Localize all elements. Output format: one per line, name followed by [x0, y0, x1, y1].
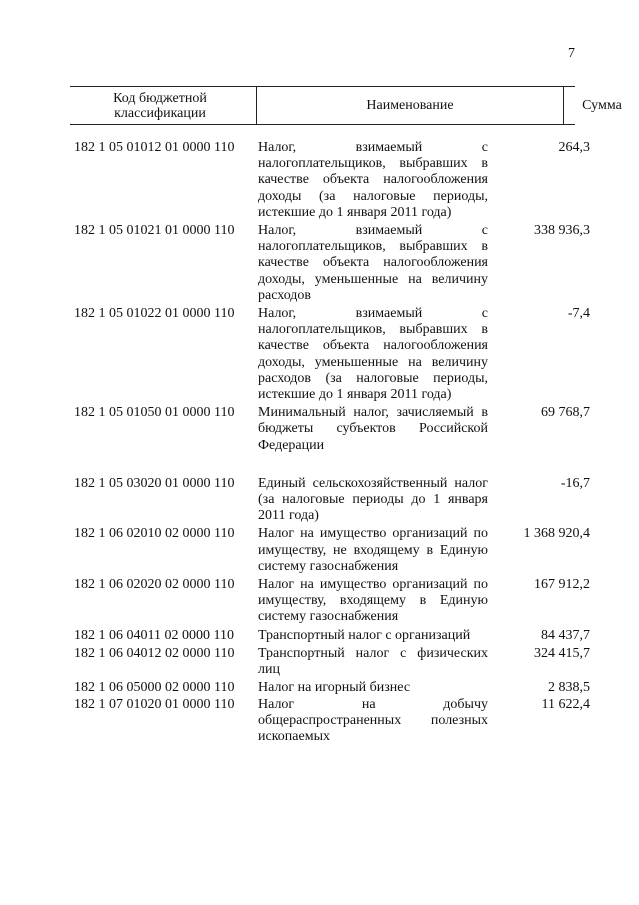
row-code: 182 1 06 02020 02 0000 110	[74, 577, 235, 593]
header-name: Наименование	[256, 87, 564, 124]
table-row	[70, 628, 590, 644]
row-sum: 69 768,7	[541, 405, 590, 421]
table-row	[70, 223, 590, 304]
row-code: 182 1 05 01012 01 0000 110	[74, 140, 235, 155]
header-sum: Сумма	[582, 97, 622, 113]
row-name: Налог на добычу общераспространенных полезных ископаемых	[258, 696, 488, 744]
table-row	[70, 476, 590, 525]
row-name: Налог на имущество организаций по имуществу, не входящему в Единую систему газоснабжения	[258, 526, 488, 574]
row-name: Минимальный налог, зачисляемый в бюджеты субъектов Российской Федерации	[258, 405, 488, 453]
table-row	[70, 577, 590, 626]
row-code: 182 1 06 02010 02 0000 110	[74, 526, 235, 542]
header-code: Код бюджетной классификации	[113, 90, 207, 121]
table-row	[70, 405, 590, 454]
row-sum: 84 437,7	[541, 627, 590, 643]
row-name: Транспортный налог с организаций	[258, 627, 471, 643]
table-row	[70, 526, 590, 575]
row-code: 182 1 06 05000 02 0000 110	[74, 680, 235, 696]
table-row	[70, 680, 590, 696]
row-sum: 1 368 920,4	[523, 526, 590, 542]
row-name: Налог, взимаемый с налогоплательщиков, выбравших в качестве объекта налогообложения доходы, уменьшенные на величину расходов	[258, 223, 488, 303]
row-sum: -7,4	[567, 306, 590, 322]
row-code: 182 1 05 01022 01 0000 110	[74, 306, 235, 322]
row-code: 182 1 07 01020 01 0000 110	[74, 696, 235, 712]
row-code: 182 1 05 01021 01 0000 110	[74, 223, 235, 239]
row-code: 182 1 05 01050 01 0000 110	[74, 405, 235, 421]
row-name: Налог на имущество организаций по имуществу, входящему в Единую систему газоснабжения	[258, 577, 488, 625]
table-body	[70, 140, 590, 745]
row-code: 182 1 06 04011 02 0000 110	[74, 627, 234, 643]
table-row	[70, 697, 590, 746]
row-name: Налог на игорный бизнес	[258, 680, 411, 696]
row-sum: 167 912,2	[534, 577, 590, 593]
row-sum: 264,3	[558, 140, 590, 155]
row-code: 182 1 05 03020 01 0000 110	[74, 475, 235, 491]
row-name: Налог, взимаемый с налогоплательщиков, выбравших в качестве объекта налогообложения доходы (за налоговые периоды, истекшие до 1 января 2011 года)	[258, 140, 488, 220]
row-sum: -16,7	[560, 475, 590, 491]
row-sum: 2 838,5	[548, 680, 590, 696]
row-name: Налог, взимаемый с налогоплательщиков, выбравших в качестве объекта налогообложения доходы, уменьшенные на величину расходов (за налоговые периоды, истекшие до 1 января 2011 года)	[258, 306, 488, 403]
row-name: Единый сельскохозяйственный налог (за налоговые периоды до 1 января 2011 года)	[258, 475, 488, 524]
page-number: 7	[568, 46, 575, 61]
table-row	[70, 306, 590, 403]
table-row	[70, 140, 590, 221]
row-sum: 324 415,7	[534, 645, 590, 661]
table-header	[70, 86, 622, 125]
row-name: Транспортный налог с физических лиц	[258, 645, 488, 678]
row-sum: 11 622,4	[541, 696, 590, 712]
table-row	[70, 646, 590, 678]
row-sum: 338 936,3	[534, 223, 590, 239]
row-code: 182 1 06 04012 02 0000 110	[74, 645, 235, 661]
